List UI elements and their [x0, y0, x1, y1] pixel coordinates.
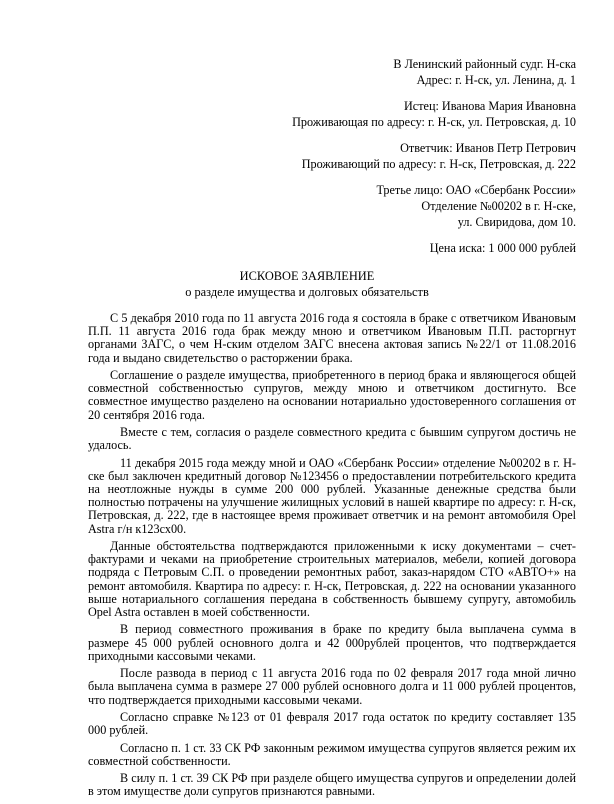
document-body [88, 312, 576, 803]
paragraph: Данные обстоятельства подтверждаются приложенными к иску документами – счет-фактурами и чеками на приобретение строительных материалов, мебели, копией договора подряда с Петровым С.П. о проведении ремонтных работ, заказ-нарядом СТО «АВТО+» на ремонт автомобиля. Квартира по адресу: г. Н-ск, Петровская, д. 222 на основании указанного выше нотариального соглашения передана в собственность бывшему супругу, автомобиль Opel Astra оставлен в моей собственности. [88, 539, 576, 620]
defendant-address: Проживающий по адресу: г. Н-ск, Петровская, д. 222 [301, 157, 576, 171]
paragraph: В силу п. 1 ст. 39 СК РФ при разделе общего имущества супругов и определении долей в этом имуществе доли супругов признаются равными. [88, 771, 576, 799]
document-subtitle: о разделе имущества и долговых обязательств [185, 285, 429, 299]
third-party-address: ул. Свиридова, дом 10. [457, 215, 576, 229]
paragraph: Согласно справке №123 от 01 февраля 2017 года остаток по кредиту составляет 135 000 рублей. [88, 710, 576, 738]
court-name: В Ленинский районный судг. Н-ска [393, 57, 576, 71]
third-party-branch: Отделение №00202 в г. Н-ске, [421, 199, 576, 213]
third-party-name: Третье лицо: ОАО «Сбербанк России» [376, 183, 576, 197]
paragraph: Согласно п. 1 ст. 33 СК РФ законным режимом имущества супругов является режим их совместной собственности. [88, 740, 576, 768]
paragraph: После развода в период с 11 августа 2016 года по 02 февраля 2017 года мной лично была выплачена сумма в размере 27 000 рублей основного долга и 11 000 рублей процентов, что подтверждается приходными кассовыми чеками. [88, 666, 576, 707]
claim-price: Цена иска: 1 000 000 рублей [429, 241, 576, 255]
paragraph: В период совместного проживания в браке по кредиту была выплачена сумма в размере 45 000 рублей основного долга и 42 000рублей процентов, что подтверждается приходными кассовыми чеками. [88, 622, 576, 663]
paragraph: Соглашение о разделе имущества, приобретенного в период брака и являющегося общей совместной собственностью супругов, между мною и ответчиком достигнуто. Все совместное имущество разделено на основании нотариально удостоверенного соглашения от 20 сентября 2016 года. [88, 368, 576, 422]
defendant-name: Ответчик: Иванов Петр Петрович [400, 141, 576, 155]
paragraph: 11 декабря 2015 года между мной и ОАО «Сбербанк России» отделение №00202 в г. Н-ске был заключен кредитный договор №123456 о предоставлении потребительского кредита на неотложные нужды в сумме 200 000 рублей. Указанные денежные средства были полностью потрачены на улучшение жилищных условий в нашей квартире по адресу: г. Н-ск, Петровская, д. 222, где в настоящее время проживает ответчик и на ремонт автомобиля Opel Astra г/н к123сх00. [88, 455, 576, 536]
paragraph: С 5 декабря 2010 года по 11 августа 2016 года я состояла в браке с ответчиком Ивановым П.П. 11 августа 2016 года брак между мною и ответчиком Ивановым П.П. расторгнут органами ЗАГС, о чем Н-ским отделом ЗАГС внесена актовая запись №22/1 от 11.08.2016 года и выдано свидетельство о расторжении брака. [88, 311, 576, 365]
plaintiff-name: Истец: Иванова Мария Ивановна [404, 99, 576, 113]
document-title: ИСКОВОЕ ЗАЯВЛЕНИЕ [239, 269, 375, 283]
plaintiff-address: Проживающая по адресу: г. Н-ск, ул. Петровская, д. 10 [292, 115, 576, 129]
paragraph: Вместе с тем, согласия о разделе совместного кредита с бывшим супругом достичь не удалось. [88, 425, 576, 453]
court-address: Адрес: г. Н-ск, ул. Ленина, д. 1 [416, 73, 576, 87]
